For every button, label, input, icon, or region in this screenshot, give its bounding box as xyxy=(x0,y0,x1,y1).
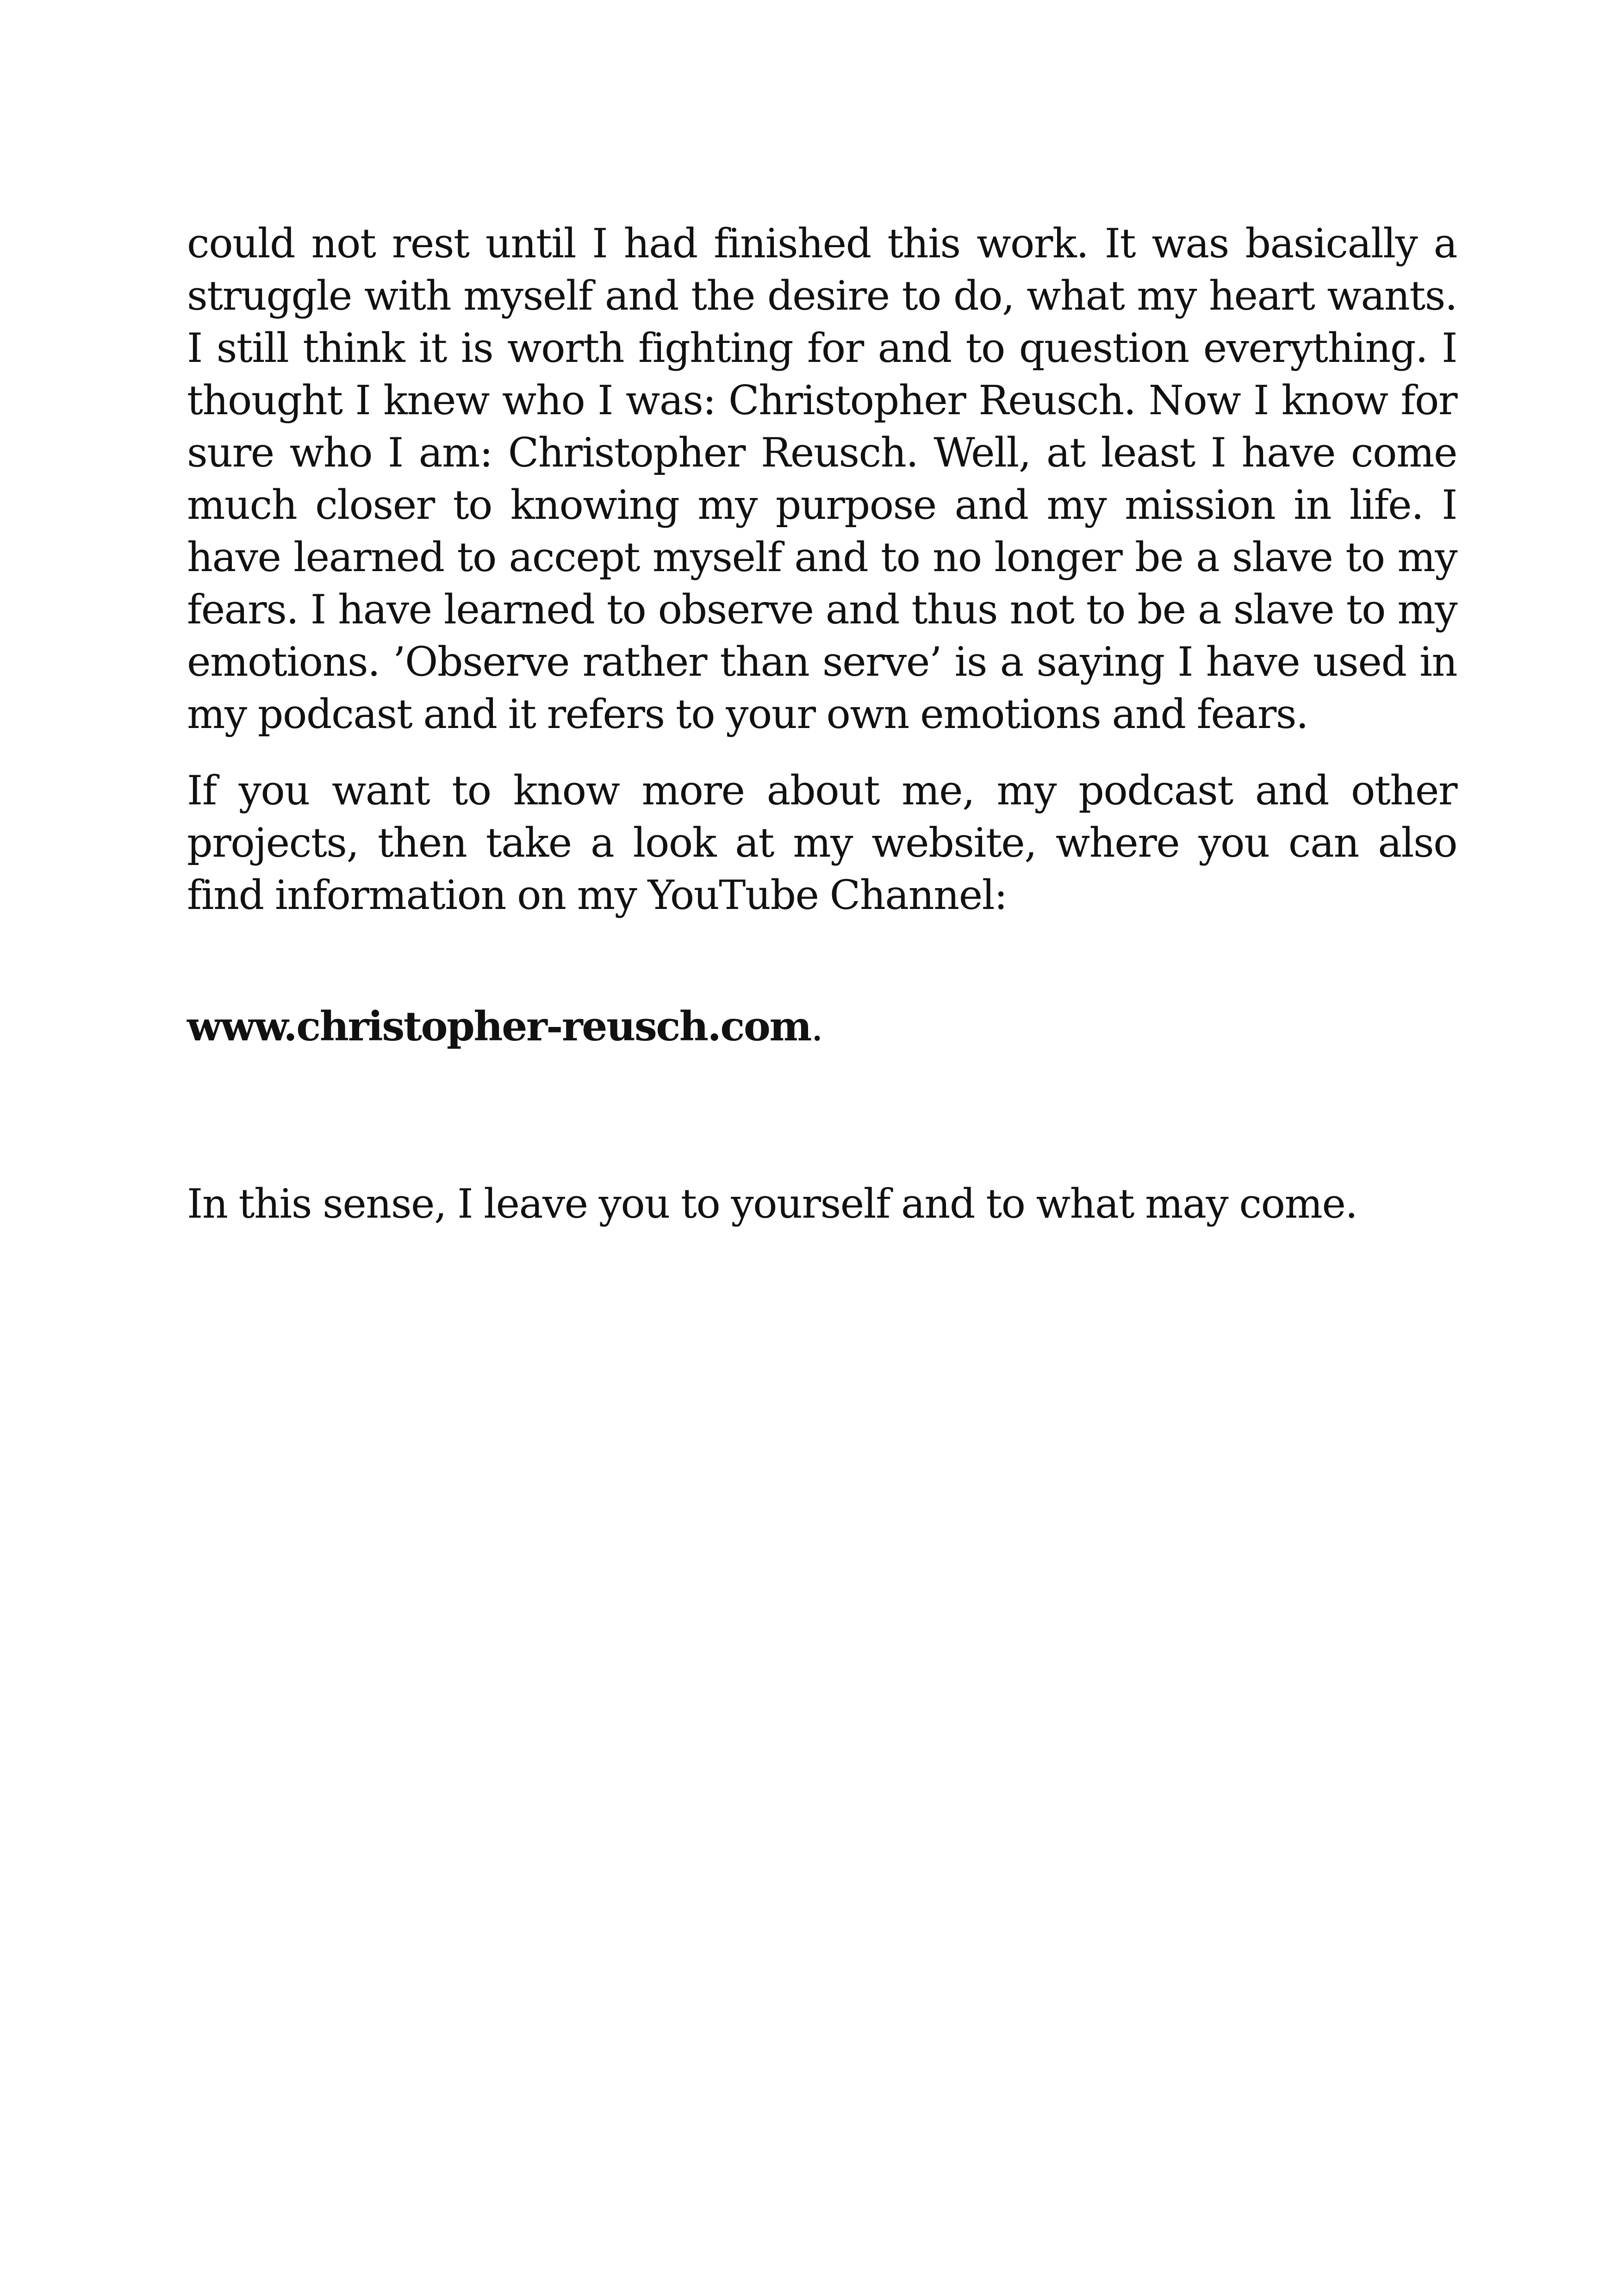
document-page xyxy=(187,218,1457,1230)
website-line xyxy=(187,1000,1457,1053)
body-paragraph-more-info: If you want to know more about me, my podcast and other projects, then take a look at my website, where you can also find information on my YouTube Channel: xyxy=(187,767,1457,919)
website-trailing-period: . xyxy=(810,1003,823,1050)
closing-sentence: In this sense, I leave you to yourself and to what may come. xyxy=(187,1180,1357,1227)
website-link[interactable]: www.christopher-reusch.com xyxy=(187,1002,811,1050)
body-paragraph-reflection: could not rest until I had finished this work. It was basically a struggle with myself and the desire to do, what my heart wants. I still think it is worth fighting for and to question everything. I thought I knew who I was: Christopher Reusch. Now I know for sure who I am: Christopher Reusch. Well, at least I have come much closer to knowing my purpose and my mission in life. I have learned to accept myself and to no longer be a slave to my fears. I have learned to observe and thus not to be a slave to my emotions. ’Observe rather than serve’ is a saying I have used in my podcast and it refers to your own emotions and fears. xyxy=(187,220,1457,738)
